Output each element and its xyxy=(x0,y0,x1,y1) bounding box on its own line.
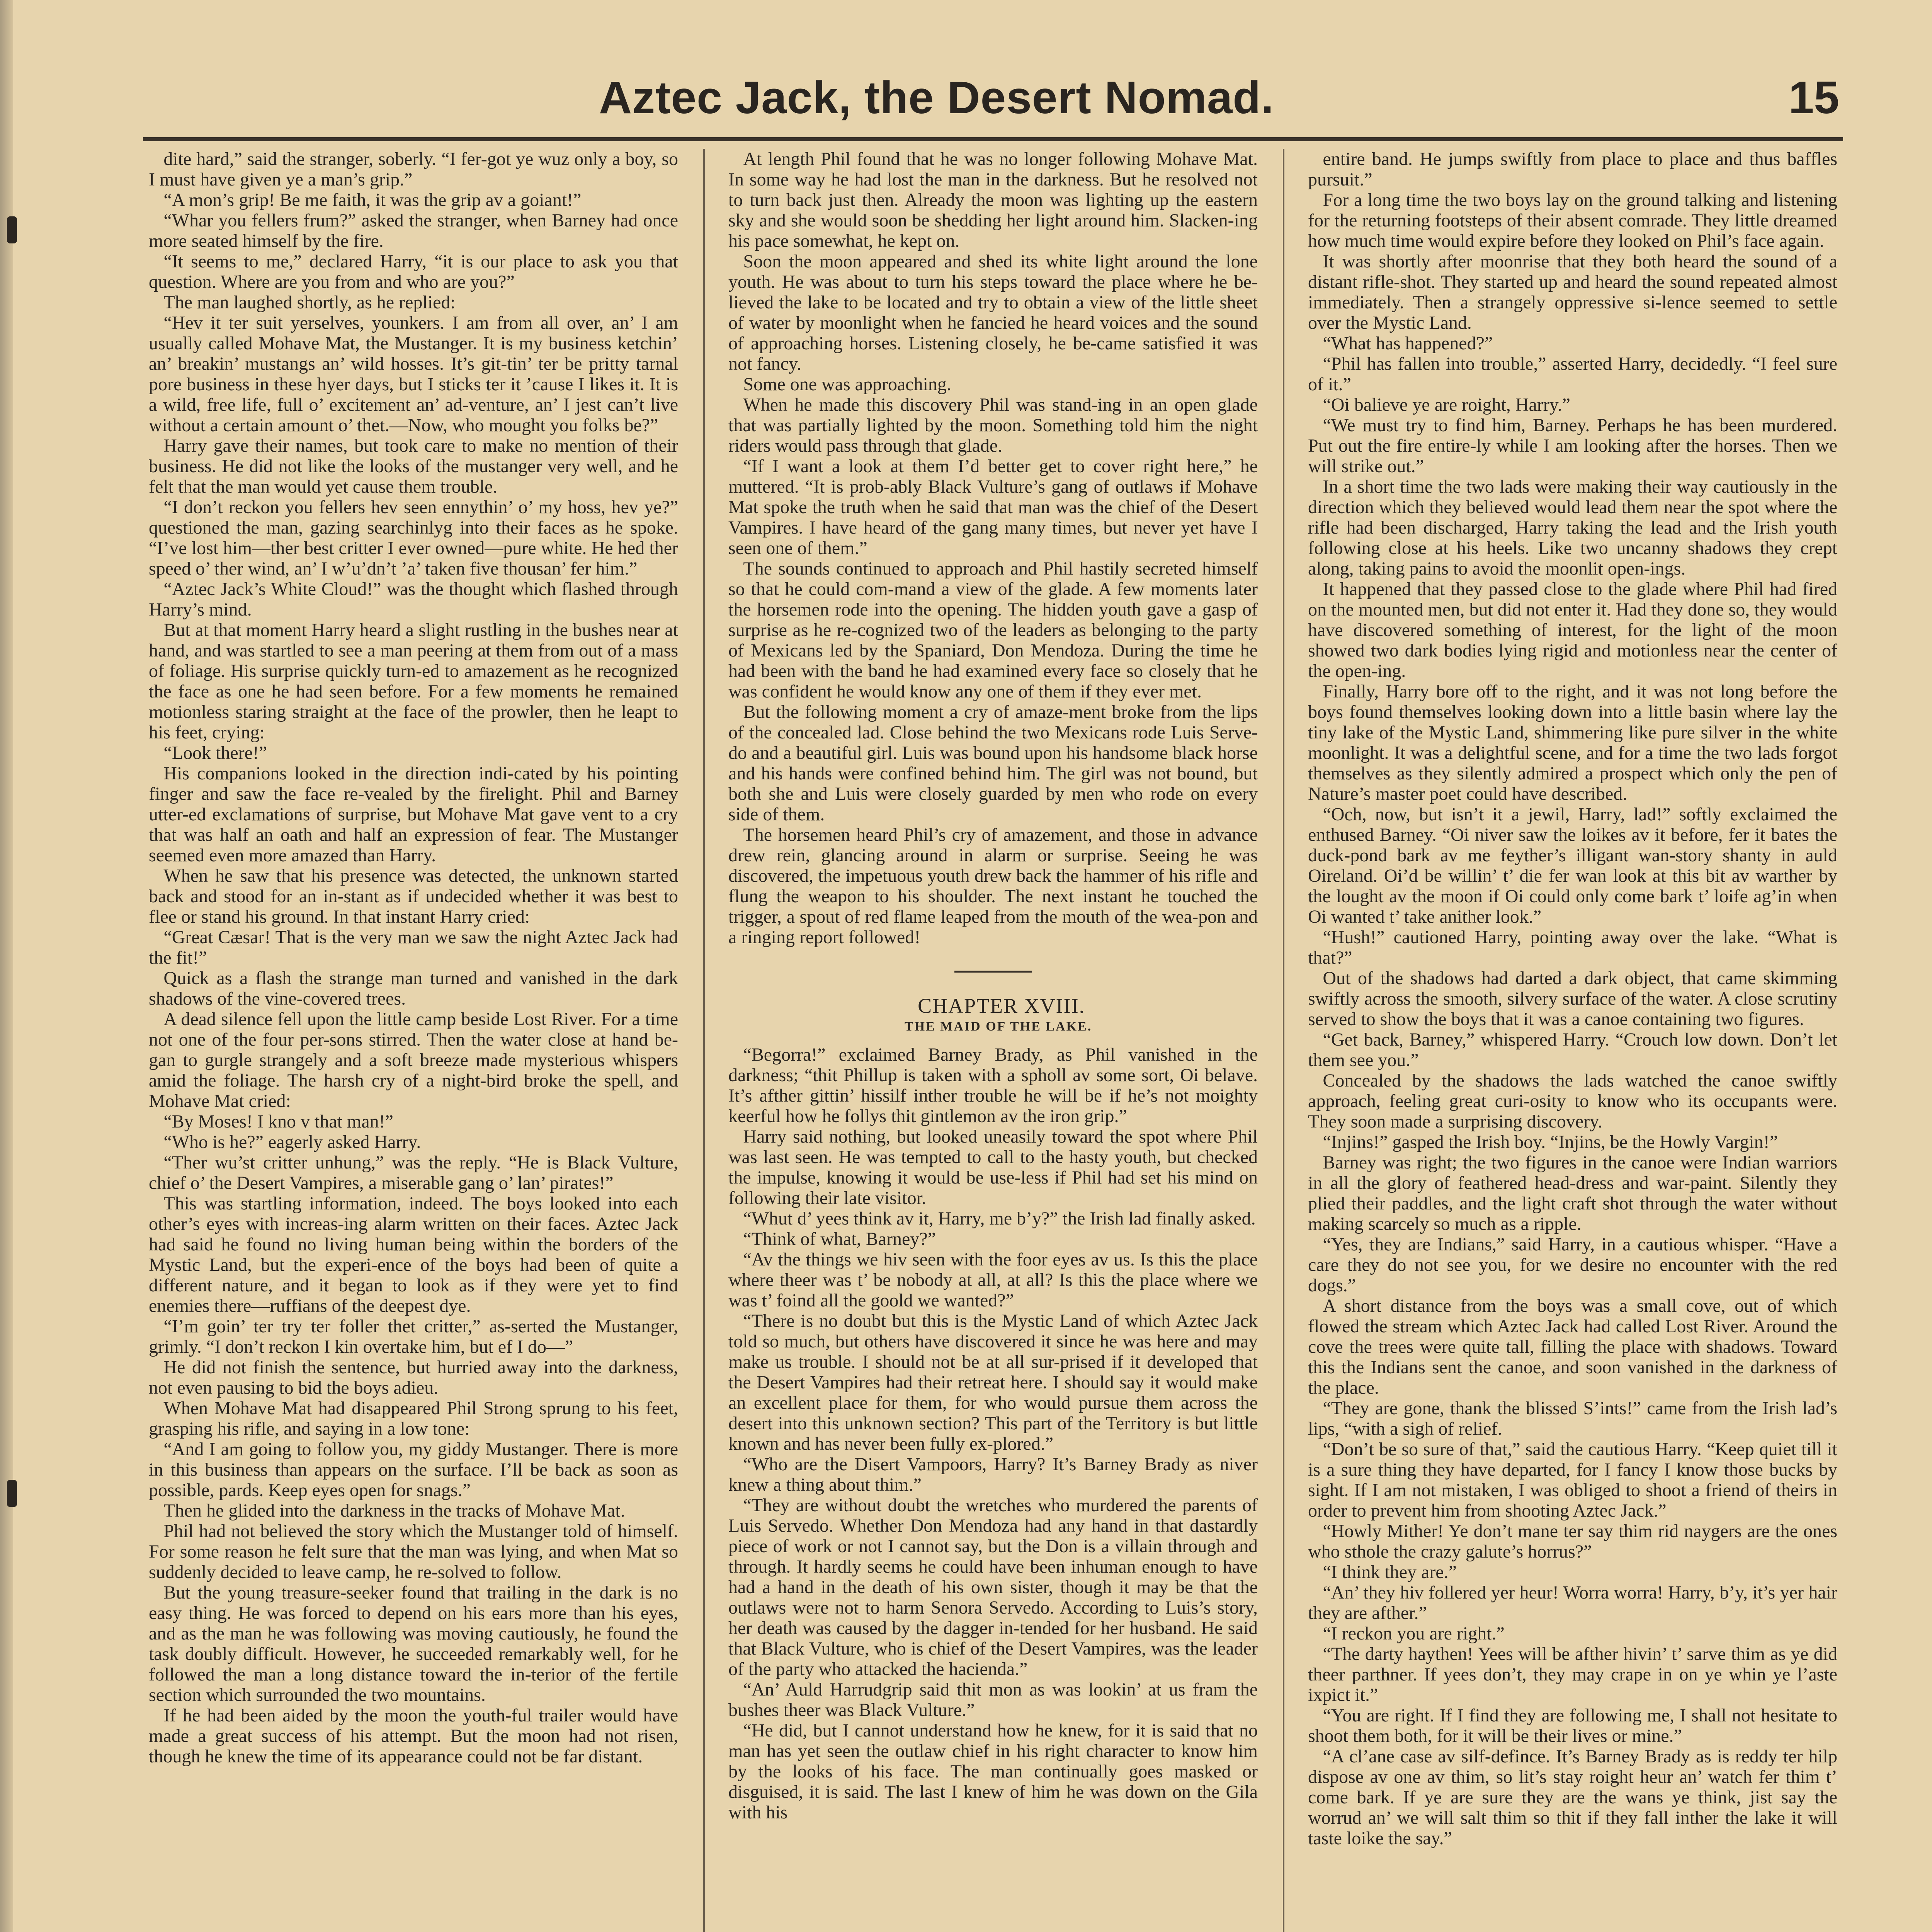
paragraph: “An’ they hiv follered yer heur! Worra worra! Harry, b’y, it’s yer hair they are afther.” xyxy=(1308,1582,1837,1623)
paragraph: A short distance from the boys was a small cove, out of which flowed the stream which Aztec Jack had called Lost River. Around the cove the trees were quite tall, filling the place with shadows. Toward this the Indians sent the canoe, and soon vanished in the darkness of the place. xyxy=(1308,1296,1837,1398)
paragraph: Then he glided into the darkness in the tracks of Mohave Mat. xyxy=(163,1500,625,1521)
paragraph: “Who are the Disert Vampoors, Harry? It’s Barney Brady as niver knew a thing about thim.” xyxy=(728,1454,1258,1495)
paragraph: “He did, but I cannot understand how he knew, for it is said that no man has yet seen the outlaw chief in his right character to know him by the looks of his face. The man continually goes masked or disguised, it is said. The last I knew of him he was down on the Gila with his xyxy=(728,1720,1258,1823)
paragraph: It happened that they passed close to the glade where Phil had fired on the mounted men, but did not enter it. Had they done so, they would have discovered something of interest, for the light of the moon showed two dark bodies lying rigid and motionless near the center of the open-ing. xyxy=(1308,579,1837,681)
paragraph: “Howly Mither! Ye don’t mane ter say thim rid naygers are the ones who sthole the crazy galute’s horrus?” xyxy=(1308,1521,1837,1562)
paragraph: “A cl’ane case av silf-defince. It’s Barney Brady as is reddy ter hilp dispose av one av thim, so lit’s stay roight heur an’ watch fer thim t’ come bark. If ye are sure they are the wans ye think, jist say the worrud an’ we will salt thim so thit if they fall inther the lake it will taste loike the say.” xyxy=(1308,1746,1837,1849)
paragraph: “I think they are.” xyxy=(1323,1562,1457,1582)
chapter-title: CHAPTER XVIII. xyxy=(918,994,1085,1017)
staple xyxy=(7,1480,17,1507)
paragraph: dite hard,” said the stranger, soberly. “I fer-got ye wuz only a boy, so I must have given ye a man’s grip.” xyxy=(149,149,678,190)
paragraph: The sounds continued to approach and Phil hastily secreted himself so that he could com-mand a view of the glade. A few moments later the horsemen rode into the opening. The hidden youth gave a gasp of surprise as he re-cognized two of the leaders as belonging to the party of Mexicans led by the Spaniard, Don Mendoza. During the time he had been with the band he had examined every face so closely that he was confident he would know any one of them if they ever met. xyxy=(728,558,1258,702)
paragraph: If he had been aided by the moon the youth-ful trailer would have made a great success of his attempt. But the moon had not risen, though he knew the time of its appearance could not be far distant. xyxy=(149,1705,678,1767)
paragraph: “The darty haythen! Yees will be afther hivin’ t’ sarve thim as ye did theer parthner. If yees don’t, they may crape in on ye whin ye l’aste ixpict it.” xyxy=(1308,1644,1837,1705)
paragraph: Finally, Harry bore off to the right, and it was not long before the boys found themselves looking down into a little basin where lay the tiny lake of the Mystic Land, shimmering like pure silver in the white moonlight. It was a delightful scene, and for a time the two lads forgot themselves as they silently admired a prospect which only the pen of Nature’s master poet could have described. xyxy=(1308,681,1837,804)
paragraph: “And I am going to follow you, my giddy Mustanger. There is more in this business than appears on the surface. I’ll be back as soon as possible, pards. Keep eyes open for snags.” xyxy=(149,1439,678,1500)
paragraph: “Get back, Barney,” whispered Harry. “Crouch low down. Don’t let them see you.” xyxy=(1308,1029,1837,1070)
chapter-subtitle: THE MAID OF THE LAKE. xyxy=(904,1019,1092,1034)
paragraph: “An’ Auld Harrudgrip said thit mon as was lookin’ at us fram the bushes theer was Black Vulture.” xyxy=(728,1679,1258,1720)
column-2 xyxy=(728,149,1258,1932)
paragraph: When he made this discovery Phil was stand-ing in an open glade that was partially lighted by the moon. Something told him the night riders would pass through that glade. xyxy=(728,395,1258,456)
column-1-body xyxy=(149,149,678,1767)
paragraph: Out of the shadows had darted a dark object, that came skimming swiftly across the smooth, silvery surface of the water. A close scrutiny served to show the boys that it was a canoe containing two figures. xyxy=(1308,968,1837,1029)
paragraph: His companions looked in the direction indi-cated by his pointing finger and saw the face re-vealed by the firelight. Phil and Barney utter-ed exclamations of surprise, but Mohave Mat gave vent to a cry that was half an oath and half an expression of fear. The Mustanger seemed even more amazed than Harry. xyxy=(149,763,678,866)
paragraph: When he saw that his presence was detected, the unknown started back and stood for an in-stant as if undecided whether it was best to flee or stand his ground. In that instant Harry cried: xyxy=(149,866,678,927)
paragraph: “Who is he?” eagerly asked Harry. xyxy=(163,1132,421,1152)
column-3-body xyxy=(1308,149,1837,1849)
paragraph: “A mon’s grip! Be me faith, it was the grip av a goiant!” xyxy=(163,190,582,210)
paragraph: The man laughed shortly, as he replied: xyxy=(163,292,456,313)
paragraph: “I don’t reckon you fellers hev seen ennythin’ o’ my hoss, hev ye?” questioned the man, gazing searchinlyg into their faces as he spoke. “I’ve lost him—ther best critter I ever owned—pure white. He hed ther speed o’ ther wind, an’ I w’u’dn’t ’a’ taken five thousan’ fer him.” xyxy=(149,497,678,579)
page-number: 15 xyxy=(1788,72,1839,123)
paragraph: Some one was approaching. xyxy=(743,374,951,395)
paragraph: “Don’t be so sure of that,” said the cautious Harry. “Keep quiet till it is a sure thing they have departed, for I fancy I know those bucks by sight. If I am not mistaken, I was obliged to shoot a friend of theirs in order to prevent him from shooting Aztec Jack.” xyxy=(1308,1439,1837,1521)
column-1 xyxy=(149,149,678,1932)
paragraph: “Aztec Jack’s White Cloud!” was the thought which flashed through Harry’s mind. xyxy=(149,579,678,620)
paragraph: “You are right. If I find they are following me, I shall not hesitate to shoot them both, for it will be their lives or mine.” xyxy=(1308,1705,1837,1746)
column-2-body xyxy=(728,149,1258,947)
paragraph: Soon the moon appeared and shed its white light around the lone youth. He was about to turn his steps toward the place where he be-lieved the lake to be located and try to obtain a view of the little sheet of water by moonlight when he fancied he heard voices and the sound of approaching horses. Listening closely, he be-came satisfied it was not fancy. xyxy=(728,251,1258,374)
paragraph: But the following moment a cry of amaze-ment broke from the lips of the concealed lad. Close behind the two Mexicans rode Luis Serve-do and a beautiful girl. Luis was bound upon his handsome black horse and his hands were confined behind him. The girl was not bound, but both she and Luis were closely guarded by men who rode on every side of them. xyxy=(728,702,1258,825)
paragraph: Concealed by the shadows the lads watched the canoe swiftly approach, feeling great curi-osity to know who its occupants were. They soon made a surprising discovery. xyxy=(1308,1070,1837,1132)
paragraph: A dead silence fell upon the little camp beside Lost River. For a time not one of the four per-sons stirred. Then the water close at hand be-gan to gurgle strangely and a soft breeze made mysterious whispers amid the foliage. The harsh cry of a night-bird broke the spell, and Mohave Mat cried: xyxy=(149,1009,678,1111)
paragraph: Barney was right; the two figures in the canoe were Indian warriors in all the glory of feathered head-dress and war-paint. Silently they plied their paddles, and the light craft shot through the water without making scarcely so much as a ripple. xyxy=(1308,1152,1837,1234)
paragraph: This was startling information, indeed. The boys looked into each other’s eyes with increas-ing alarm written on their faces. Aztec Jack had said he found no living human being within the borders of the Mystic Land, but the experi-ence of the boys had been of quite a different nature, and it began to look as if they were yet to find enemies there—ruffians of the deepest dye. xyxy=(149,1193,678,1316)
paragraph: “Hush!” cautioned Harry, pointing away over the lake. “What is that?” xyxy=(1308,927,1837,968)
paragraph: But the young treasure-seeker found that trailing in the dark is no easy thing. He was forced to depend on his ears more than his eyes, and as the man he was following was moving cautiously, he found the task doubly difficult. However, he succeeded remarkably well, for he followed the man a long distance toward the in-terior of the fertile section which surrounded the two mountains. xyxy=(149,1582,678,1705)
paragraph: Harry said nothing, but looked uneasily toward the spot where Phil was last seen. He was tempted to call to the hasty youth, but checked the impulse, knowing it would be use-less if Phil had set his mind on following their late visitor. xyxy=(728,1126,1258,1208)
paragraph: “If I want a look at them I’d better get to cover right here,” he muttered. “It is prob-ably Black Vulture’s gang of outlaws if Mohave Mat spoke the truth when he said that man was the chief of the Desert Vampires. I have heard of the gang many times, but never yet have I seen one of them.” xyxy=(728,456,1258,558)
paragraph: “Whut d’ yees think av it, Harry, me b’y?” the Irish lad finally asked. xyxy=(743,1208,1256,1229)
paragraph: “Injins!” gasped the Irish boy. “Injins, be the Howly Vargin!” xyxy=(1323,1132,1778,1152)
paragraph: “Ther wu’st critter unhung,” was the reply. “He is Black Vulture, chief o’ the Desert Vampires, a miserable gang o’ lan’ pirates!” xyxy=(149,1152,678,1193)
paragraph: Phil had not believed the story which the Mustanger told of himself. For some reason he felt sure that the man was lying, and when Mat so suddenly decided to leave camp, he re-solved to follow. xyxy=(149,1521,678,1582)
chapter-heading xyxy=(728,971,1258,1037)
column-divider xyxy=(1283,149,1284,1932)
paragraph: “Och, now, but isn’t it a jewil, Harry, lad!” softly exclaimed the enthused Barney. “Oi niver saw the loikes av it before, fer it bates the duck-pond bark av me feyther’s illigant wan-story shanty in auld Oireland. Oi’d be willin’ t’ die fer wan look at this bit av warther by the lought av the moon if Oi could only come bark t’ loife ag’in when Oi wanted t’ take anither look.” xyxy=(1308,804,1837,927)
paragraph: “Begorra!” exclaimed Barney Brady, as Phil vanished in the darkness; “thit Phillup is taken with a spholl av some sort, Oi belave. It’s afther gittin’ hissilf inther trouble he will be if he’s not moighty keerful how he follys thit gintlemon av the iron grip.” xyxy=(728,1044,1258,1126)
paragraph: At length Phil found that he was no longer following Mohave Mat. In some way he had lost the man in the darkness. But he resolved not to turn back just then. Already the moon was lighting up the eastern sky and she would soon be shedding her light around him. Slacken-ing his pace somewhat, he kept on. xyxy=(728,149,1258,251)
column-3 xyxy=(1308,149,1837,1932)
staple xyxy=(7,216,17,243)
paragraph: “Yes, they are Indians,” said Harry, in a cautious whisper. “Have a care they do not see you, for we desire no encounter with the red dogs.” xyxy=(1308,1234,1837,1296)
paragraph: “What has happened?” xyxy=(1323,333,1493,354)
paragraph: The horsemen heard Phil’s cry of amazement, and those in advance drew rein, glancing around in alarm or surprise. Seeing he was discovered, the impetuous youth drew back the hammer of his rifle and flung the weapon to his shoulder. The next instant he touched the trigger, a spout of red flame leaped from the mouth of the wea-pon and a ringing report followed! xyxy=(728,825,1258,947)
paragraph: Quick as a flash the strange man turned and vanished in the dark shadows of the vine-covered trees. xyxy=(149,968,678,1009)
paragraph: “Oi balieve ye are roight, Harry.” xyxy=(1323,395,1570,415)
paragraph: For a long time the two boys lay on the ground talking and listening for the returning footsteps of their absent comrade. They little dreamed how much time would expire before they looked on Phil’s face again. xyxy=(1308,190,1837,251)
paragraph: “Great Cæsar! That is the very man we saw the night Aztec Jack had the fit!” xyxy=(149,927,678,968)
paragraph: “There is no doubt but this is the Mystic Land of which Aztec Jack told so much, but others have discovered it since he was here and may make us trouble. I should not be at all sur-prised if it developed that the Desert Vampires had their retreat here. I should say it would make an excellent place for them, for who would pursue them across the desert into this unknown section? This part of the Territory is but little known and has never been fully ex-plored.” xyxy=(728,1311,1258,1454)
paragraph: “We must try to find him, Barney. Perhaps he has been murdered. Put out the fire entire-ly while I am looking after the horses. Then we will strike out.” xyxy=(1308,415,1837,476)
column-2-chapter-body xyxy=(728,1044,1258,1823)
header-rule xyxy=(143,137,1843,141)
paragraph: “They are gone, thank the blissed S’ints!” came from the Irish lad’s lips, “with a sigh of relief. xyxy=(1308,1398,1837,1439)
running-title: Aztec Jack, the Desert Nomad. xyxy=(599,72,1274,123)
paragraph: When Mohave Mat had disappeared Phil Strong sprung to his feet, grasping his rifle, and saying in a low tone: xyxy=(149,1398,678,1439)
paragraph: In a short time the two lads were making their way cautiously in the direction which they believed would lead them near the spot where the rifle had been discharged, Harry taking the lead and the Irish youth following close at his heels. Like two uncanny shadows they crept along, taking pains to avoid the moonlit open-ings. xyxy=(1308,476,1837,579)
binding-edge xyxy=(0,0,13,1932)
paragraph: entire band. He jumps swiftly from place to place and thus baffles pursuit.” xyxy=(1308,149,1837,190)
paragraph: “Whar you fellers frum?” asked the stranger, when Barney had once more seated himself by the fire. xyxy=(149,210,678,251)
paragraph: “Phil has fallen into trouble,” asserted Harry, decidedly. “I feel sure of it.” xyxy=(1308,354,1837,395)
paragraph: “Look there!” xyxy=(163,743,267,763)
paragraph: “Think of what, Barney?” xyxy=(743,1229,936,1249)
paragraph: “By Moses! I kno v that man!” xyxy=(163,1111,393,1132)
paragraph: “They are without doubt the wretches who murdered the parents of Luis Servedo. Whether Don Mendoza had any hand in that dastardly piece of work or not I cannot say, but the Don is a villain through and through. It hardly seems he could have been inhuman enough to have had a hand in the death of his own sister, though it may be that the outlaws were not to harm Senora Servedo. According to Luis’s story, her death was caused by the dagger in-tended for her husband. He said that Black Vulture, who is chief of the Desert Vampires, was the leader of the party who attacked the hacienda.” xyxy=(728,1495,1258,1679)
paragraph: “I reckon you are right.” xyxy=(1323,1623,1505,1644)
paragraph: “Hev it ter suit yerselves, younkers. I am from all over, an’ I am usually called Mohave Mat, the Mustanger. It is my business ketchin’ an’ breakin’ mustangs an’ wild hosses. It’s git-tin’ ter be pritty tarnal pore business in these hyer days, but I sticks ter it ’cause I likes it. It is a wild, free life, full o’ excitement an’ ad-venture, an’ I jest can’t live without a certain amount o’ thet.—Now, who mought you folks be?” xyxy=(149,313,678,435)
paragraph: “I’m goin’ ter try ter foller thet critter,” as-serted the Mustanger, grimly. “I don’t reckon I kin overtake him, but ef I do—” xyxy=(149,1316,678,1357)
column-divider xyxy=(703,149,705,1932)
section-break-rule xyxy=(954,971,1032,973)
paragraph: It was shortly after moonrise that they both heard the sound of a distant rifle-shot. They started up and heard the sound repeated almost immediately. Then a strangely oppressive si-lence seemed to settle over the Mystic Land. xyxy=(1308,251,1837,333)
paragraph: “It seems to me,” declared Harry, “it is our place to ask you that question. Where are you from and who are you?” xyxy=(149,251,678,292)
paragraph: Harry gave their names, but took care to make no mention of their business. He did not like the looks of the mustanger very well, and he felt that the man would yet cause them trouble. xyxy=(149,435,678,497)
text-columns xyxy=(149,149,1837,1932)
paragraph: “Av the things we hiv seen with the foor eyes av us. Is this the place where theer was t’ be nobody at all, at all? Is this the place where we was t’ foind all the goold we wanted?” xyxy=(728,1249,1258,1311)
paragraph: But at that moment Harry heard a slight rustling in the bushes near at hand, and was startled to see a man peering at them from out of a mass of foliage. His surprise quickly turn-ed to amazement as he recognized the face as one he had seen before. For a few moments he remained motionless staring straight at the face of the prowler, then he leapt to his feet, crying: xyxy=(149,620,678,743)
paragraph: He did not finish the sentence, but hurried away into the darkness, not even pausing to bid the boys adieu. xyxy=(149,1357,678,1398)
